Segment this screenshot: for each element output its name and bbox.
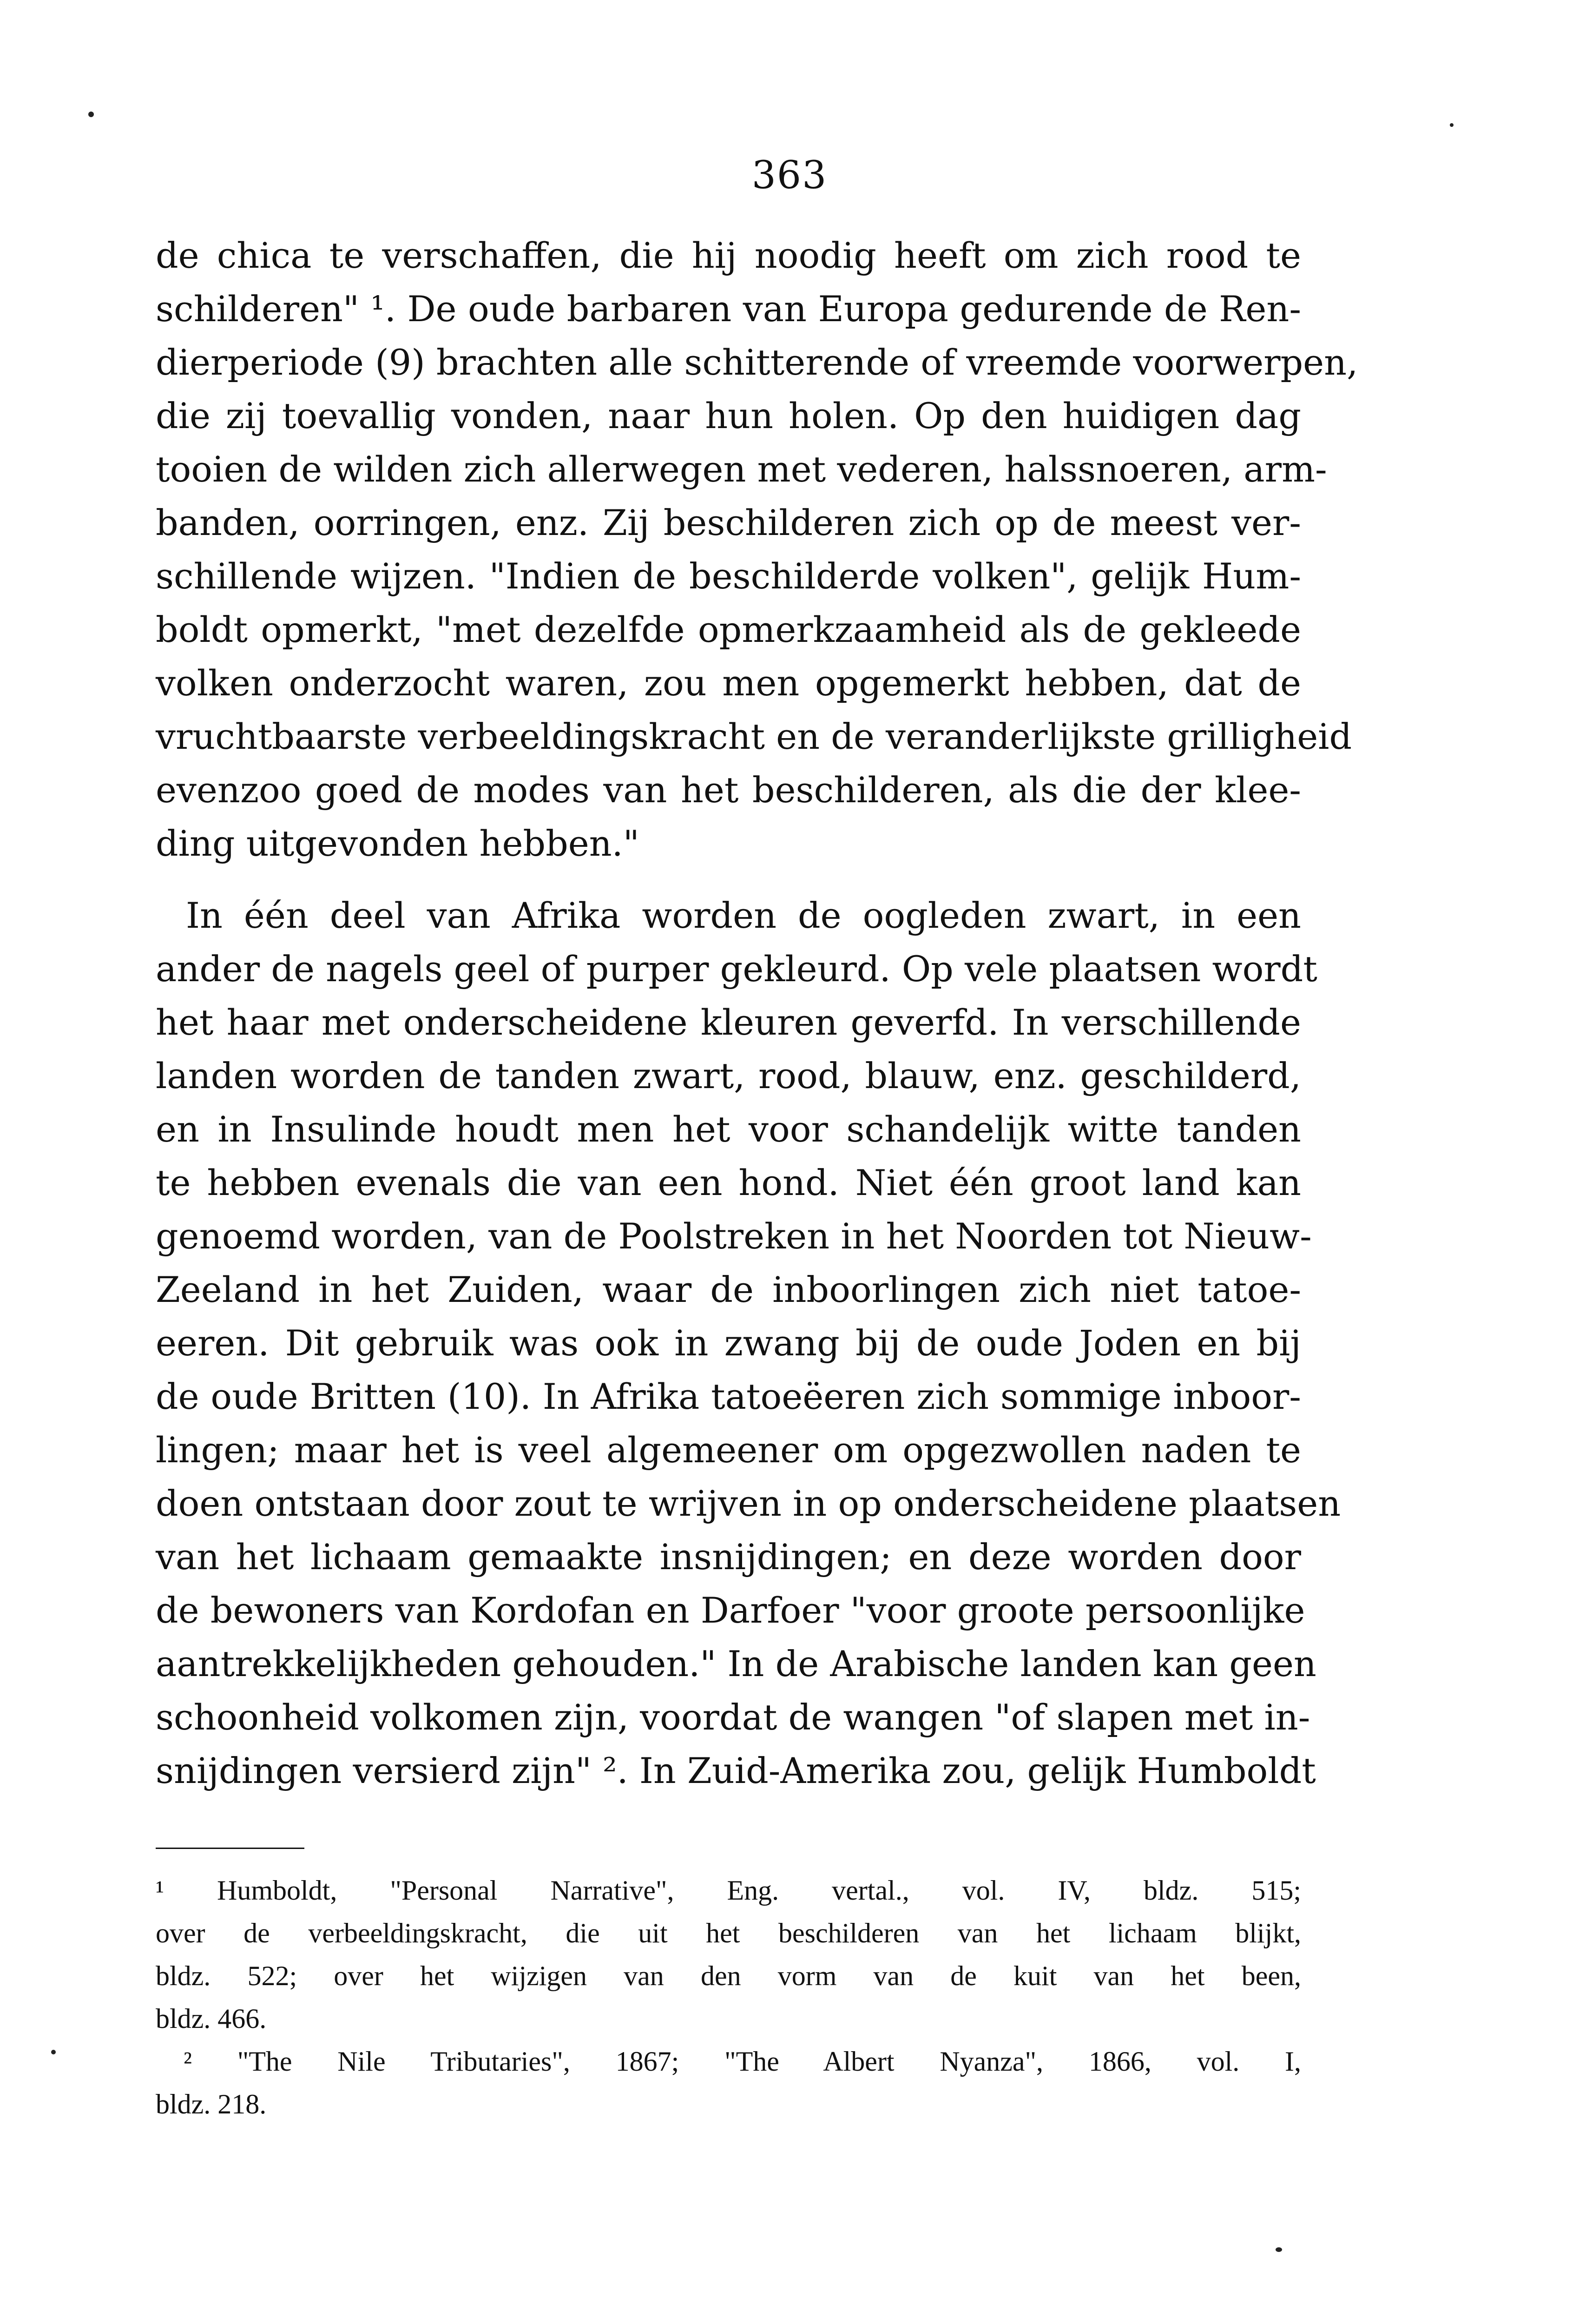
body-line: Zeeland in het Zuiden, waar de inboorlingen zich niet tatoe- xyxy=(156,1269,1301,1310)
body-line: van het lichaam gemaakte insnijdingen; en deze worden door xyxy=(156,1536,1301,1578)
body-line: doen ontstaan door zout te wrijven in op onderscheidene plaatsen xyxy=(156,1483,1341,1524)
footnote-line: ¹ Humboldt, "Personal Narrative", Eng. vertal., vol. IV, bldz. 515; xyxy=(156,1875,1301,1906)
footnote-line: bldz. 466. xyxy=(156,2003,267,2034)
footnote-line: ² "The Nile Tributaries", 1867; "The Albert Nyanza", 1866, vol. I, xyxy=(184,2046,1301,2077)
footnote-line: bldz. 218. xyxy=(156,2089,267,2119)
body-line: schilderen" ¹. De oude barbaren van Europa gedurende de Ren- xyxy=(156,288,1301,330)
body-line: te hebben evenals die van een hond. Niet één groot land kan xyxy=(156,1162,1301,1203)
footnote-line: over de verbeeldingskracht, die uit het beschilderen van het lichaam blijkt, xyxy=(156,1918,1301,1948)
body-line: genoemd worden, van de Poolstreken in het Noorden tot Nieuw- xyxy=(156,1215,1312,1257)
body-line: de oude Britten (10). In Afrika tatoeëeren zich sommige inboor- xyxy=(156,1376,1301,1417)
ink-speck xyxy=(1450,123,1454,127)
body-line: het haar met onderscheidene kleuren geverfd. In verschillende xyxy=(156,1002,1301,1043)
body-line: boldt opmerkt, "met dezelfde opmerkzaamheid als de gekleede xyxy=(156,609,1301,650)
body-line: schillende wijzen. "Indien de beschilderde volken", gelijk Hum- xyxy=(156,555,1301,597)
body-line: banden, oorringen, enz. Zij beschilderen zich op de meest ver- xyxy=(156,502,1301,543)
body-line: dierperiode (9) brachten alle schitterende of vreemde voorwerpen, xyxy=(156,342,1358,383)
body-line: evenzoo goed de modes van het beschilderen, als die der klee- xyxy=(156,769,1301,811)
body-line: aantrekkelijkheden gehouden." In de Arabische landen kan geen xyxy=(156,1643,1316,1684)
footnote-line: bldz. 522; over het wijzigen van den vorm van de kuit van het been, xyxy=(156,1961,1301,1991)
body-line: volken onderzocht waren, zou men opgemerkt hebben, dat de xyxy=(156,662,1301,704)
body-line: de bewoners van Kordofan en Darfoer "voor groote persoonlijke xyxy=(156,1590,1305,1631)
body-line: die zij toevallig vonden, naar hun holen. Op den huidigen dag xyxy=(156,395,1301,436)
footnote-divider xyxy=(156,1848,304,1849)
body-line: In één deel van Afrika worden de oogleden zwart, in een xyxy=(186,895,1301,936)
body-line: tooien de wilden zich allerwegen met vederen, halssnoeren, arm- xyxy=(156,449,1327,490)
body-line: schoonheid volkomen zijn, voordat de wangen "of slapen met in- xyxy=(156,1697,1310,1738)
body-line: lingen; maar het is veel algemeener om opgezwollen naden te xyxy=(156,1429,1301,1471)
body-line: ander de nagels geel of purper gekleurd. Op vele plaatsen wordt xyxy=(156,948,1317,990)
body-line: landen worden de tanden zwart, rood, blauw, enz. geschilderd, xyxy=(156,1055,1301,1096)
body-line: eeren. Dit gebruik was ook in zwang bij de oude Joden en bij xyxy=(156,1322,1301,1364)
body-line: ding uitgevonden hebben." xyxy=(156,823,639,864)
ink-speck xyxy=(88,112,94,117)
page-number: 363 xyxy=(751,153,828,198)
body-line: snijdingen versierd zijn" ². In Zuid-Amerika zou, gelijk Humboldt xyxy=(156,1750,1316,1791)
body-line: en in Insulinde houdt men het voor schandelijk witte tanden xyxy=(156,1109,1301,1150)
ink-speck xyxy=(51,2050,56,2054)
body-line: vruchtbaarste verbeeldingskracht en de veranderlijkste grilligheid xyxy=(156,716,1352,757)
ink-speck xyxy=(1276,2247,1282,2252)
body-line: de chica te verschaffen, die hij noodig heeft om zich rood te xyxy=(156,235,1301,276)
